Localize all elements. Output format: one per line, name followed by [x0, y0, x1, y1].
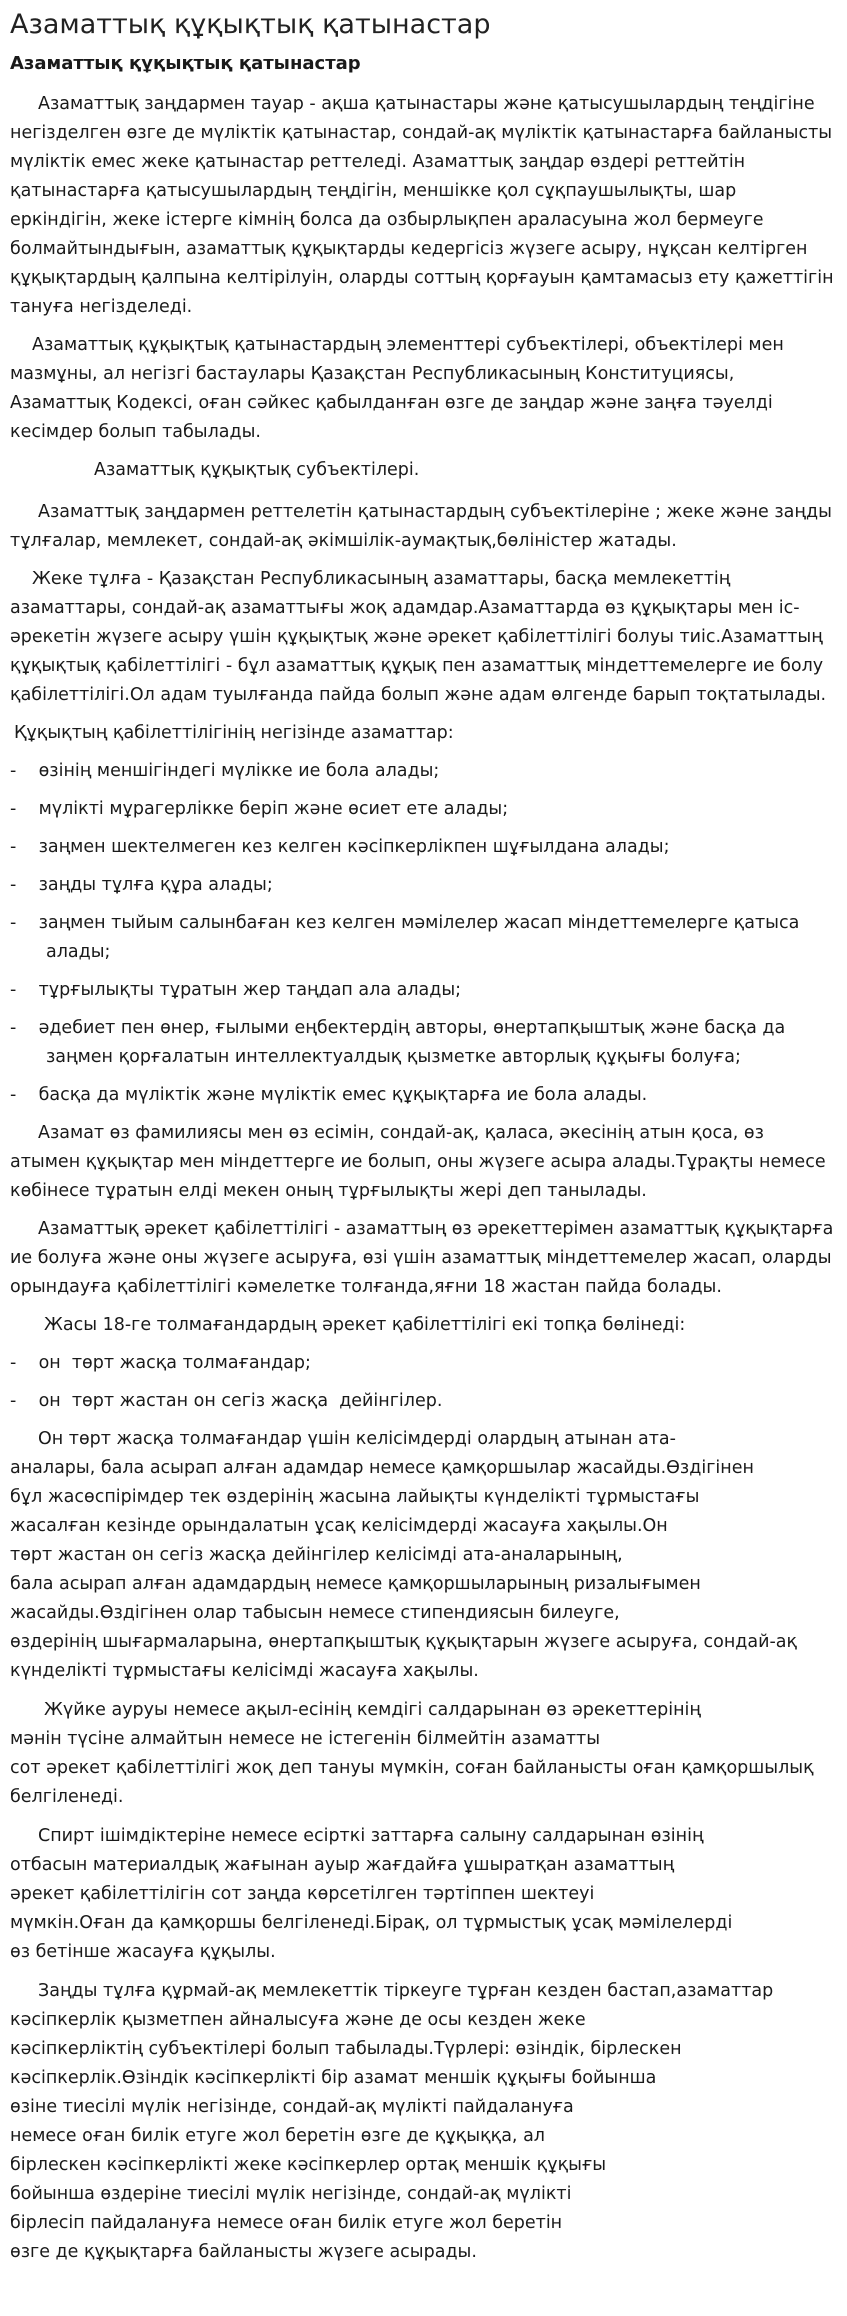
list-item: - он төрт жасқа толмағандар; [10, 1353, 311, 1373]
list-intro: Құқықтың қабілеттілігінің негізінде азаматтар: [14, 723, 454, 743]
text-line: өз бетінше жасауға құқылы. [10, 1942, 276, 1962]
paragraph-minors: Жасы 18-ге толмағандардың әрекет қабілеттілігі екі топқа бөлінеді: [44, 1315, 686, 1335]
list-item: - заңмен шектелмеген кез келген кәсіпкерлікпен шұғылдана алады; [10, 837, 670, 857]
capacity-list [10, 757, 837, 1110]
text-line: бірлескен кәсіпкерлікті жеке кәсіпкерлер ортақ меншік құқығы [10, 2155, 607, 2175]
text-line: жасалған кезінде орындалатын ұсақ келісімдерді жасауға хақылы.Он [10, 1516, 668, 1536]
text-line: Спирт ішімдіктеріне немесе есірткі заттарға салыну салдарынан өзінің [38, 1826, 704, 1846]
list-item: - мүлікті мұрагерлікке беріп және өсиет ете алады; [10, 799, 509, 819]
text-line: аналары, бала асырап алған адамдар немесе қамқоршылар жасайды.Өздігінен [10, 1458, 754, 1478]
text-line: отбасын материалдық жағынан ауыр жағдайға ұшыратқан азаматтың [10, 1855, 675, 1875]
list-item: - тұрғылықты тұратын жер таңдап ала алады; [10, 980, 462, 1000]
text-line: Заңды тұлға құрмай-ақ мемлекеттік тіркеуге тұрған кезден бастап,азаматтар [38, 1981, 774, 2001]
paragraph-intro: Азаматтық заңдармен тауар - ақша қатынастары және қатысушылардың теңдігіне негізделген өзге де мүліктік қатынастар, сондай-ақ мүліктік қатынастарға байланысты мүліктік емес жеке қатынастар реттеледі. Азаматтық заңдар өздері реттейтін қатынастарға қатысушылардың теңдігін, меншікке қол сұқпаушылықты, шар еркіндігін, жеке істерге кімнің болса да озбырлықпен араласуына жол бермеуге болмайтындығын, азаматтық құқықтарды кедергісіз жүзеге асыру, нұқсан келтірген құқықтардың қалпына келтірілуін, оларды соттың қорғауын қамтамасыз ету қажеттігін тануға негізделеді. [10, 94, 840, 317]
text-line: немесе оған билік етуге жол беретін өзге де құқыққа, ал [10, 2126, 545, 2146]
text-line: бірлесіп пайдалануға немесе оған билік етуге жол беретін [10, 2213, 563, 2233]
text-line: жасайды.Өздігінен олар табысын немесе стипендиясын билеуге, [10, 1603, 620, 1623]
document-subtitle: Азаматтық құқықтық қатынастар [10, 53, 361, 74]
text-line: мәнін түсіне алмайтын немесе не істегенін білмейтін азаматты [10, 1729, 601, 1749]
list-item: - заңмен тыйым салынбаған кез келген мәмілелер жасап міндеттемелерге қатыса алады; [10, 913, 805, 962]
paragraph-name-residence: Азамат өз фамилиясы мен өз есімін, сондай-ақ, қаласа, әкесінің атын қоса, өз атымен құқықтар мен міндеттерге ие болып, оны жүзеге асыра алады.Тұрақты немесе көбінесе тұратын елді мекен оның тұрғылықты жері деп танылады. [10, 1123, 832, 1201]
page-title: Азаматтық құқықтық қатынастар [10, 9, 491, 40]
section-heading-subjects: Азаматтық құқықтық субъектілері. [94, 460, 420, 480]
text-line: Жүйке ауруы немесе ақыл-есінің кемдігі салдарынан өз әрекеттерінің [44, 1700, 701, 1720]
text-line: бұл жасөспірімдер тек өздерінің жасына лайықты күнделікті тұрмыстағы [10, 1487, 700, 1507]
text-line: өзіне тиесілі мүлік негізінде, сондай-ақ мүлікті пайдалануға [10, 2097, 574, 2117]
paragraph-incapacity [10, 1696, 837, 1812]
text-line: әрекет қабілеттілігін сот заңда көрсетілген тәртіппен шектеуі [10, 1884, 595, 1904]
paragraph-subjects: Азаматтық заңдармен реттелетін қатынастардың субъектілеріне ; жеке және заңды тұлғалар, мемлекет, сондай-ақ әкімшілік-аумақтық,бөліністер жатады. [10, 502, 838, 551]
paragraph-individual: Жеке тұлға - Қазақстан Республикасының азаматтары, басқа мемлекеттің азаматтары, сондай-ақ азаматтығы жоқ адамдар.Азаматтарда өз құқықтары мен іс-әрекетін жүзеге асыру үшін құқықтық және әрекет қабілеттілігі болуы тиіс.Азаматтың құқықтық қабілеттілігі - бұл азаматтық құқық пен азаматтық міндеттемелерге ие болу қабілеттілігі.Ол адам туылғанда пайда болып және адам өлгенде барып тоқтатылады. [10, 569, 829, 705]
text-line: сот әрекет қабілеттілігі жоқ деп тануы мүмкін, соған байланысты оған қамқоршылық [10, 1758, 814, 1778]
text-line: кәсіпкерлік.Өзіндік кәсіпкерлікті бір азамат меншік құқығы бойынша [10, 2068, 657, 2088]
paragraph-entrepreneurship [10, 1977, 837, 2267]
text-line: өзге де құқықтарға байланысты жүзеге асырады. [10, 2242, 477, 2262]
text-line: өздерінің шығармаларына, өнертапқыштық құқықтарын жүзеге асыруға, сондай-ақ [10, 1632, 798, 1652]
list-item: - басқа да мүліктік және мүліктік емес құқықтарға ие бола алады. [10, 1085, 648, 1105]
paragraph-under-fourteen [10, 1425, 837, 1686]
paragraph-limited-capacity [10, 1822, 837, 1967]
text-line: кәсіпкерлік қызметпен айналысуға және де осы кезден жеке [10, 2010, 586, 2030]
list-item: - өзінің меншігіндегі мүлікке ие бола алады; [10, 761, 440, 781]
text-line: бойынша өздеріне тиесілі мүлік негізінде, сондай-ақ мүлікті [10, 2184, 572, 2204]
text-line: бала асырап алған адамдардың немесе қамқоршыларының ризалығымен [10, 1574, 701, 1594]
paragraph-legal-capacity: Азаматтық әрекет қабілеттілігі - азаматтың өз әрекеттерімен азаматтық құқықтарға ие болуға және оны жүзеге асыруға, өзі үшін азаматтық міндеттемелер жасап, оларды орындауға қабілеттілігі кәмелетке толғанда,яғни 18 жастан пайда болады. [10, 1219, 839, 1297]
list-item: - әдебиет пен өнер, ғылыми еңбектердің авторы, өнертапқыштық және басқа да заңмен қорғалатын интеллектуалдық қызметке авторлық құқығы болуға; [10, 1018, 791, 1067]
text-line: кәсіпкерліктің субъектілері болып табылады.Түрлері: өзіндік, бірлескен [10, 2039, 682, 2059]
text-line: Он төрт жасқа толмағандар үшін келісімдерді олардың атынан ата- [38, 1429, 676, 1449]
text-line: мүмкін.Оған да қамқоршы белгіленеді.Бірақ, ол тұрмыстық ұсақ мәмілелерді [10, 1913, 733, 1933]
document-body [10, 90, 840, 2267]
text-line: белгіленеді. [10, 1787, 124, 1807]
age-group-list [10, 1349, 837, 1416]
list-item: - он төрт жастан он сегіз жасқа дейінгілер. [10, 1391, 443, 1411]
paragraph-elements: Азаматтық құқықтық қатынастардың элементтері субъектілері, объектілері мен мазмұны, ал негізгі бастаулары Қазақстан Республикасының Конституциясы, Азаматтық Кодексі, оған сәйкес қабылданған өзге де заңдар және заңға тәуелді кесімдер болып табылады. [10, 335, 790, 442]
list-item: - заңды тұлға құра алады; [10, 875, 273, 895]
text-line: төрт жастан он сегіз жасқа дейінгілер келісімді ата-аналарының, [10, 1545, 623, 1565]
text-line: күнделікті тұрмыстағы келісімді жасауға хақылы. [10, 1661, 479, 1681]
